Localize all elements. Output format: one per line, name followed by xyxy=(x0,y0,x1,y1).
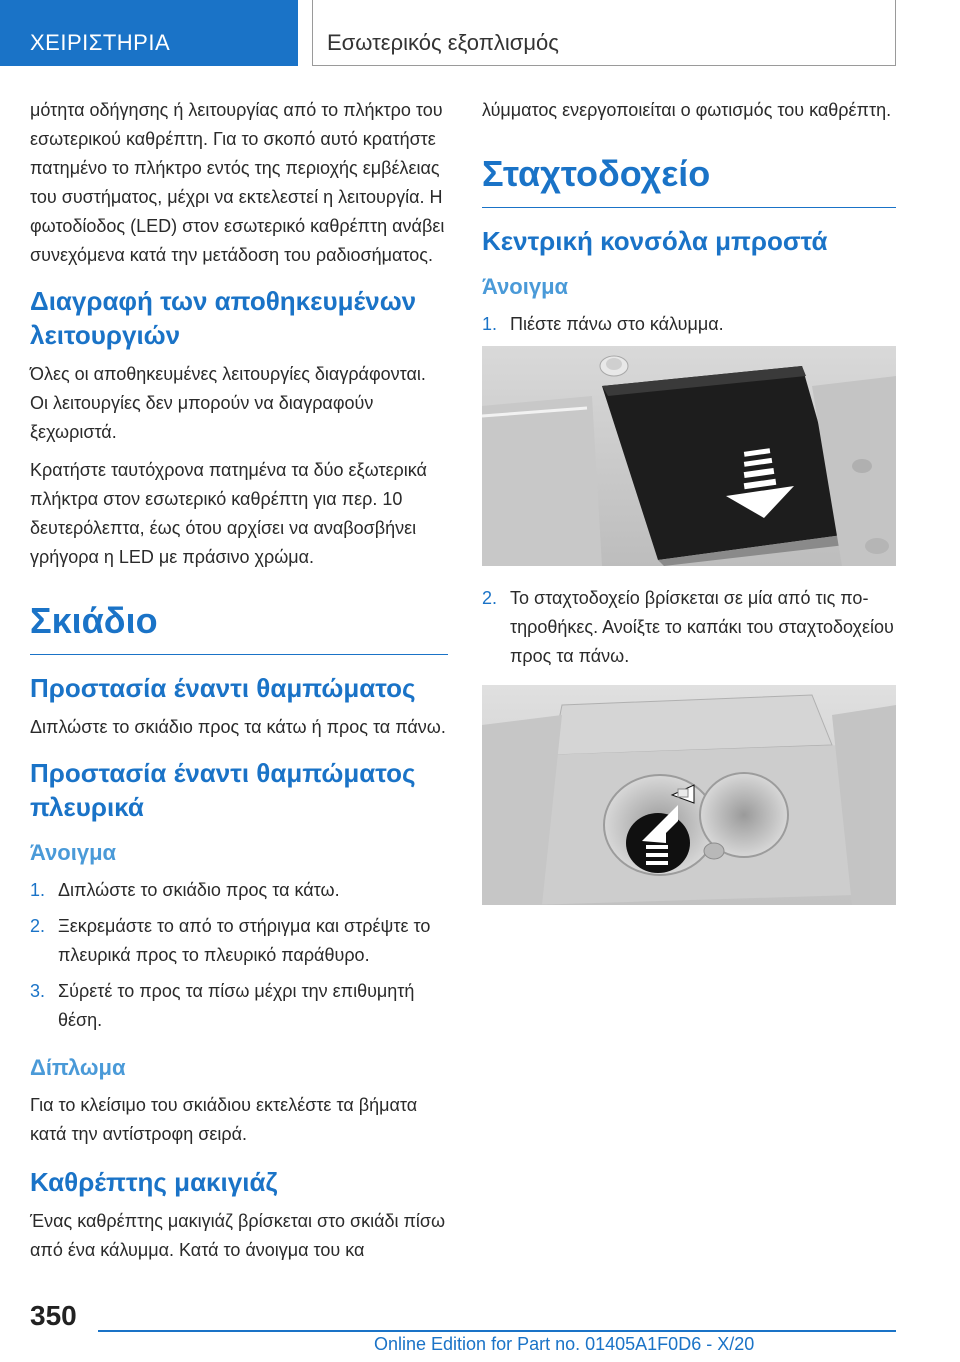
glare-front-text: Διπλώστε το σκιάδιο προς τα κάτω ή προς τα πάνω. xyxy=(30,717,446,737)
mirror-heading: Καθρέπτης μακιγιάζ xyxy=(30,1167,278,1197)
list-item xyxy=(30,977,448,1035)
delete-paragraph-2: Κρατήστε ταυτόχρονα πατημένα τα δύο εξωτερικά πλήκτρα στον εσωτερικό καθρέπτη για περ. 10 δευτερόλεπτα, έως ότου αρχίσει να αναβοσβήνει γρήγορα η LED με πράσινο χρώμα. xyxy=(30,460,427,567)
opening-steps-right-2 xyxy=(482,584,896,671)
footer-edition: Online Edition for Part no. 01405A1F0D6 - X/20 xyxy=(374,1334,755,1354)
delete-heading: Διαγραφή των αποθηκευμένων λειτουργιών xyxy=(30,286,417,350)
page-number: 350 xyxy=(30,1300,77,1331)
header-section-tab: ΧΕΙΡΙΣΤΗΡΙΑ xyxy=(0,0,298,66)
cupholder-ashtray-illustration xyxy=(482,685,896,905)
intro-paragraph: μότητα οδήγησης ή λειτουργίας από το πλήκτρο του εσωτερικού καθρέπτη. Για το σκοπό αυτό κρατήστε πατημένο το πλήκτρο εντός της περιοχής εμβέλειας του συστήματος, μέχρι να εκτελεστεί η λειτουργία. Η φωτοδίοδος (LED) στον εσωτερικό καθρέπτη ανάβει συνεχόμενα κατά την μετάδοση του ραδιοσήματος. xyxy=(30,100,445,265)
step-text: Διπλώστε το σκιάδιο προς τα κάτω. xyxy=(58,880,340,900)
list-item xyxy=(30,912,448,970)
step-text: Σύρετέ το προς τα πίσω μέχρι την επιθυμητή θέση. xyxy=(58,981,415,1030)
ashtray-heading: Σταχτοδοχείο xyxy=(482,153,896,208)
opening-heading-left: Άνοιγμα xyxy=(30,840,117,865)
opening-steps-left xyxy=(30,876,448,1035)
continued-paragraph: λύμματος ενεργοποιείται ο φωτισμός του καθρέπτη. xyxy=(482,100,892,120)
opening-heading-right: Άνοιγμα xyxy=(482,274,569,299)
list-item xyxy=(482,310,896,339)
step-text: Πιέστε πάνω στο κάλυμμα. xyxy=(510,314,724,334)
console-cover-figure xyxy=(482,346,896,566)
folding-heading: Δίπλωμα xyxy=(30,1055,126,1080)
opening-steps-right-1 xyxy=(482,310,896,339)
step-number: 1. xyxy=(482,314,498,334)
list-item xyxy=(30,876,448,905)
cupholder-ashtray-figure xyxy=(482,685,896,905)
glare-side-heading: Προστασία έναντι θαμπώματος πλευρικά xyxy=(30,758,416,822)
step-number: 3. xyxy=(30,981,46,1001)
console-cover-illustration xyxy=(482,346,896,566)
header-chapter-title: Εσωτερικός εξοπλισμός xyxy=(312,0,896,66)
delete-paragraph-1: Όλες οι αποθηκευμένες λειτουργίες διαγράφονται. Οι λειτουργίες δεν μπορούν να διαγραφούν ξεχωριστά. xyxy=(30,364,426,442)
left-column xyxy=(30,96,448,1274)
step-text: Το σταχτοδοχείο βρίσκεται σε μία από τις ποτηροθήκες. Ανοίξτε το καπάκι του σταχτοδοχείου προς τα πάνω. xyxy=(510,588,894,666)
list-item xyxy=(482,584,896,671)
console-heading: Κεντρική κονσόλα μπροστά xyxy=(482,226,828,256)
footer-divider xyxy=(98,1330,896,1332)
glare-front-heading: Προστασία έναντι θαμπώματος xyxy=(30,673,416,703)
sunvisor-heading: Σκιάδιο xyxy=(30,600,448,655)
mirror-text: Ένας καθρέπτης μακιγιάζ βρίσκεται στο σκιάδι πίσω από ένα κάλυμμα. Κατά το άνοιγμα του κα xyxy=(30,1211,446,1260)
step-number: 2. xyxy=(30,916,46,936)
folding-text: Για το κλείσιμο του σκιάδιου εκτελέστε τα βήματα κατά την αντίστροφη σειρά. xyxy=(30,1095,418,1144)
right-column xyxy=(482,96,896,923)
step-number: 1. xyxy=(30,880,46,900)
step-number: 2. xyxy=(482,588,498,608)
step-text: Ξεκρεμάστε το από το στήριγμα και στρέψτε το πλευρικά προς το πλευρικό παράθυρο. xyxy=(58,916,431,965)
